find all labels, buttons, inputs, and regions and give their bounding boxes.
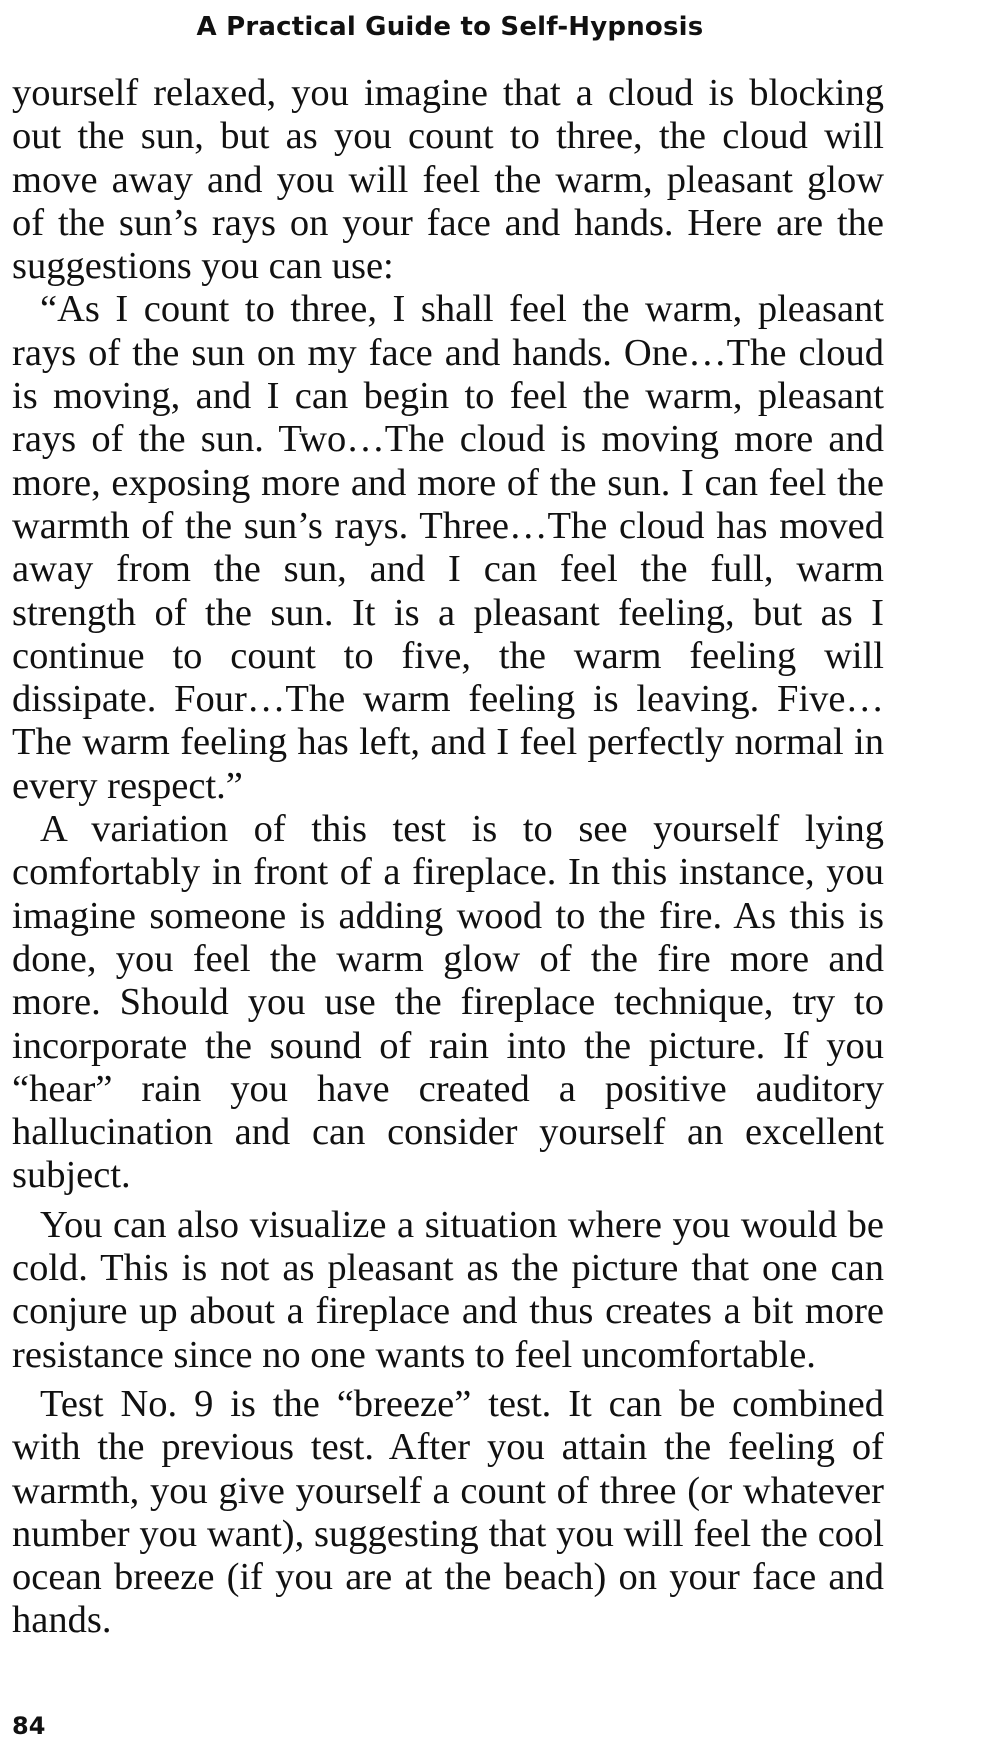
body-text (12, 72, 884, 1643)
paragraph-suggestion-quote: “As I count to three, I shall feel the warm, pleasant rays of the sun on my face and hands. One…The cloud is moving, and I can begin to feel the warm, pleasant rays of the sun. Two…The cloud is moving more and more, exposing more and more of the sun. I can feel the warmth of the sun’s rays. Three…The cloud has moved away from the sun, and I can feel the full, warm strength of the sun. It is a pleasant feeling, but as I continue to count to five, the warm feeling will dissipate. Four…The warm feeling is leaving. Five…The warm feeling has left, and I feel perfectly normal in every respect.” (12, 288, 884, 807)
page-number: 84 (12, 1712, 46, 1740)
running-title: A Practical Guide to Self-Hypnosis (196, 12, 704, 42)
paragraph-fireplace-variation: A variation of this test is to see yourself lying comfortably in front of a fireplace. In this instance, you imagine someone is adding wood to the fire. As this is done, you feel the warm glow of the fire more and more. Should you use the fireplace technique, try to incorporate the sound of rain into the picture. If you “hear” rain you have created a positive auditory hallucination and can consider yourself an excellent subject. (12, 808, 884, 1197)
paragraph-cold-visualization: You can also visualize a situation where you would be cold. This is not as pleasant as the picture that one can conjure up about a fireplace and thus creates a bit more resistance since no one wants to feel uncomfortable. (12, 1203, 884, 1376)
paragraph-breeze-test: Test No. 9 is the “breeze” test. It can be combined with the previous test. After you attain the feeling of warmth, you give yourself a count of three (or whatever number you want), suggesting that you will feel the cool ocean breeze (if you are at the beach) on your face and hands. (12, 1382, 884, 1642)
paragraph-continuation: yourself relaxed, you imagine that a cloud is blocking out the sun, but as you count to three, the cloud will move away and you will feel the warm, pleasant glow of the sun’s rays on your face and hands. Here are the suggestions you can use: (12, 72, 884, 288)
